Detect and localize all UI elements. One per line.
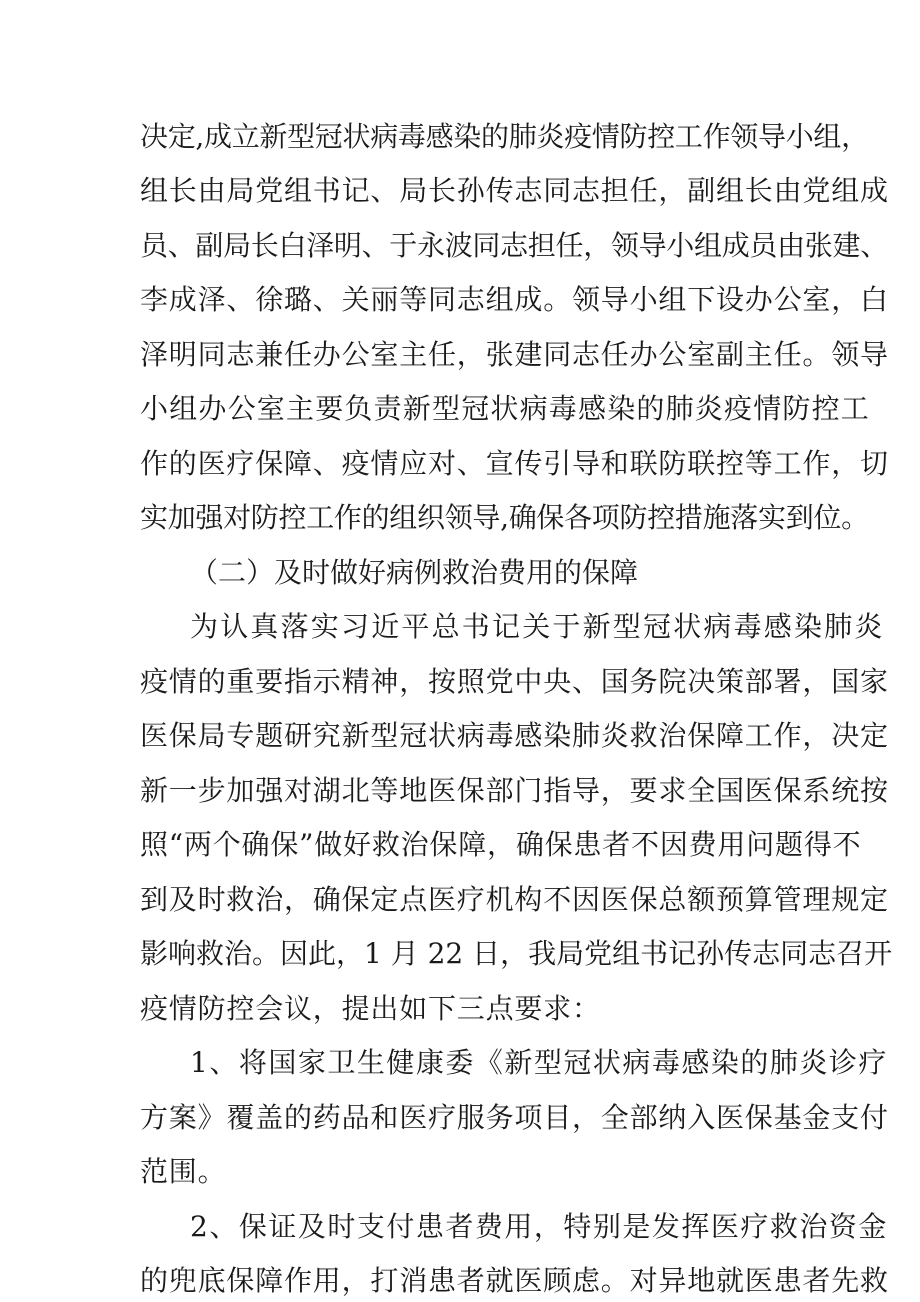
text-line: 作的医疗保障、疫情应对、宣传引导和联防联控等工作，切 [140,447,889,480]
section-heading: （二）及时做好病例救治费用的保障 [190,556,639,589]
text-line: 方案》覆盖的药品和医疗服务项目，全部纳入医保基金支付 [140,1101,889,1134]
text-line: 实加强对防控工作的组织领导,确保各项防控措施落实到位。 [140,501,869,534]
text-line: 2、保证及时支付患者费用，特别是发挥医疗救治资金 [190,1210,888,1243]
text-line: 泽明同志兼任办公室主任，张建同志任办公室副主任。领导 [140,338,889,371]
text-line: 为认真落实习近平总书记关于新型冠状病毒感染肺炎 [190,610,885,643]
text-line: 1、将国家卫生健康委《新型冠状病毒感染的肺炎诊疗 [190,1046,888,1079]
text-line: 李成泽、徐璐、关丽等同志组成。领导小组下设办公室，白 [140,283,889,316]
text-line: 范围。 [140,1155,227,1188]
text-line: 照“两个确保”做好救治保障，确保患者不因费用问题得不 [140,828,862,861]
text-line: 到及时救治，确保定点医疗机构不因医保总额预算管理规定 [140,883,889,916]
text-line: 的兜底保障作用，打消患者就医顾虑。对异地就医患者先救 [140,1264,889,1297]
text-line: 员、副局长白泽明、于永波同志担任，领导小组成员由张建、 [140,229,888,262]
text-line: 决定,成立新型冠状病毒感染的肺炎疫情防控工作领导小组， [140,120,869,153]
text-line: 影响救治。因此，1 月 22 日，我局党组书记孙传志同志召开 [140,937,893,970]
text-line: 疫情的重要指示精神，按照党中央、国务院决策部署，国家 [140,665,889,698]
text-line: 小组办公室主要负责新型冠状病毒感染的肺炎疫情防控工 [140,392,871,425]
text-line: 组长由局党组书记、局长孙传志同志担任，副组长由党组成 [140,174,889,207]
text-line: 医保局专题研究新型冠状病毒感染肺炎救治保障工作，决定 [140,719,889,752]
text-line: 新一步加强对湖北等地医保部门指导，要求全国医保系统按 [140,774,889,807]
text-line: 疫情防控会议，提出如下三点要求： [140,992,601,1025]
